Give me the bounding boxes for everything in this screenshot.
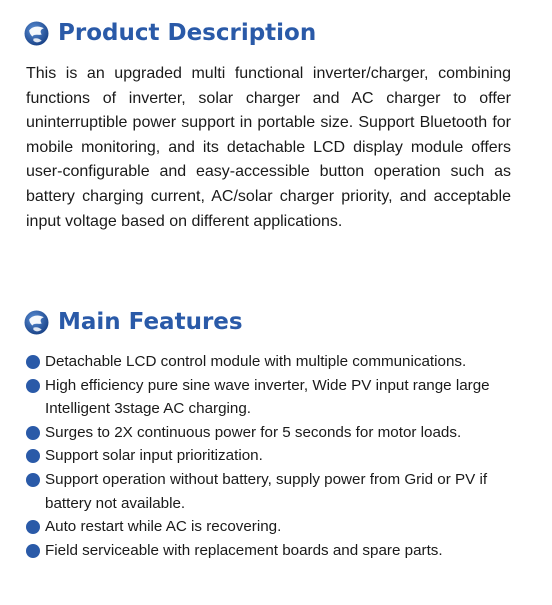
bullet-icon <box>26 379 40 393</box>
bullet-icon <box>26 520 40 534</box>
list-item <box>26 444 516 468</box>
feature-text: Detachable LCD control module with multiple communications. <box>45 353 467 370</box>
product-description-heading <box>24 16 316 50</box>
list-item <box>26 515 516 539</box>
list-item <box>26 350 516 374</box>
list-item <box>26 468 516 515</box>
main-features-heading <box>24 305 243 339</box>
list-item <box>26 374 516 421</box>
feature-text: Field serviceable with replacement boards and spare parts. <box>45 541 443 559</box>
feature-text: Auto restart while AC is recovering. <box>45 518 282 536</box>
feature-text: Support solar input prioritization. <box>45 447 263 465</box>
globe-icon <box>24 310 49 335</box>
globe-icon <box>24 21 49 46</box>
list-item <box>26 539 516 563</box>
feature-text: Support operation without battery, supply power from Grid or PV if battery not available. <box>45 470 488 512</box>
section-title: Main Features <box>58 309 243 335</box>
feature-list <box>26 350 516 562</box>
list-item <box>26 421 516 445</box>
section-title: Product Description <box>58 20 317 46</box>
bullet-icon <box>26 355 40 369</box>
product-description-text: This is an upgraded multi functional inverter/charger, combining functions of inverter, solar charger and AC charger to offer uninterruptible power support in portable size. Support Bluetooth for mobile monitoring, and its detachable LCD display module offers user-configurable and easy-accessible button operation such as battery charging current, AC/solar charger priority, and acceptable input voltage based on different applications. <box>26 65 511 230</box>
feature-text: Surges to 2X continuous power for 5 seconds for motor loads. <box>45 423 462 441</box>
feature-text: High efficiency pure sine wave inverter, Wide PV input range large Intelligent 3stage AC charging. <box>45 376 490 418</box>
bullet-icon <box>26 473 40 487</box>
bullet-icon <box>26 426 40 440</box>
bullet-icon <box>26 449 40 463</box>
bullet-icon <box>26 544 40 558</box>
